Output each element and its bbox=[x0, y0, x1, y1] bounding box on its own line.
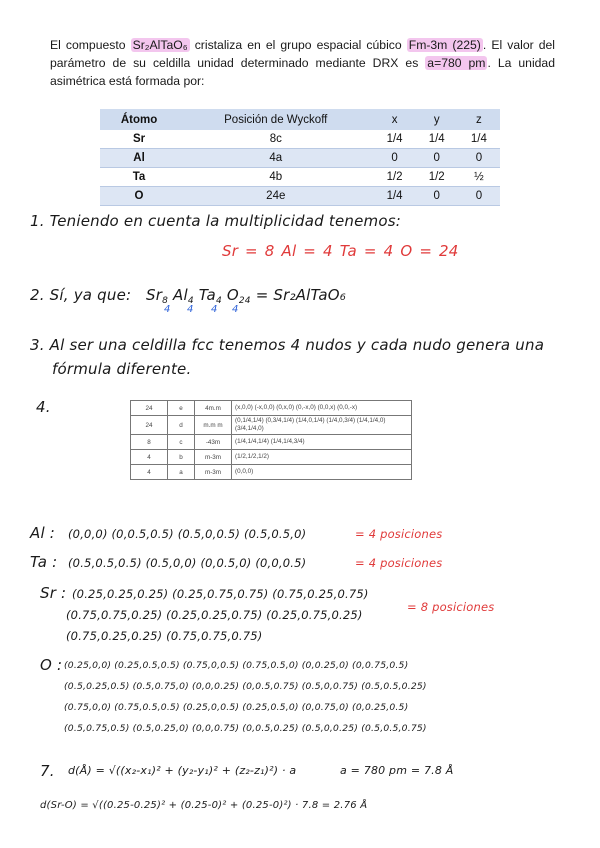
table-row bbox=[100, 149, 500, 168]
cell-wyckoff: 4b bbox=[178, 168, 373, 187]
cell-coordinates: (0,1/4,1/4) (0,3/4,1/4) (1/4,0,1/4) (1/4,0,3/4) (1/4,1/4,0) (3/4,1/4,0) bbox=[232, 416, 412, 435]
cell-z: 1/4 bbox=[458, 130, 500, 149]
cell-y: 1/2 bbox=[416, 168, 458, 187]
atom-table-header bbox=[100, 109, 500, 130]
intro-text-4: . La unidad asimétrica está formada por: bbox=[50, 56, 555, 88]
sr-positions-label: Sr : bbox=[40, 584, 67, 602]
question-1-text: 1. Teniendo en cuenta la multiplicidad tenemos: bbox=[30, 212, 401, 230]
cell-coordinates: (1/4,1/4,1/4) (1/4,1/4,3/4) bbox=[232, 435, 412, 450]
formula-ta: Ta bbox=[198, 286, 216, 304]
question-3-line-2: fórmula diferente. bbox=[52, 360, 192, 378]
formula-sr-sub: 8 bbox=[162, 296, 169, 306]
table-row bbox=[131, 450, 412, 465]
intro-text-1: El compuesto bbox=[50, 38, 131, 52]
table-row bbox=[131, 416, 412, 435]
question-1-answer: Sr = 8 Al = 4 Ta = 4 O = 24 bbox=[222, 242, 459, 260]
divisor-ta: 4 bbox=[211, 304, 218, 315]
table-row bbox=[131, 435, 412, 450]
cell-multiplicity: 4 bbox=[131, 450, 168, 465]
question-2-lead: 2. Sí, ya que: bbox=[30, 286, 132, 304]
space-group-highlight: Fm-3m (225) bbox=[408, 38, 481, 52]
compound-highlight: Sr₂AlTaO₆ bbox=[132, 38, 188, 52]
cell-multiplicity: 24 bbox=[131, 416, 168, 435]
o-positions-line-4: (0.5,0.75,0.5) (0.5,0.25,0) (0,0,0.75) (0,0.5,0.25) (0.5,0,0.25) (0.5,0.5,0.75) bbox=[64, 723, 427, 734]
cell-coordinates: (1/2,1/2,1/2) bbox=[232, 450, 412, 465]
formula-ta-sub: 4 bbox=[215, 296, 222, 306]
sr-positions-line-1: (0.25,0.25,0.25) (0.25,0.75,0.75) (0.75,0.25,0.75) bbox=[72, 587, 369, 601]
cell-multiplicity: 8 bbox=[131, 435, 168, 450]
ta-positions-count: = 4 posiciones bbox=[355, 556, 443, 570]
cell-letter: d bbox=[168, 416, 195, 435]
divisor-al: 4 bbox=[187, 304, 194, 315]
cell-multiplicity: 24 bbox=[131, 401, 168, 416]
question-3-line-1: 3. Al ser una celdilla fcc tenemos 4 nudos y cada nudo genera una bbox=[30, 336, 545, 354]
cell-parameter-highlight: a=780 pm bbox=[427, 56, 486, 70]
o-positions-line-3: (0.75,0,0) (0.75,0.5,0.5) (0.25,0,0.5) (0.25,0.5,0) (0,0.75,0) (0,0.25,0.5) bbox=[64, 702, 409, 713]
sr-positions-line-2: (0.75,0.75,0.25) (0.25,0.25,0.75) (0.25,0.75,0.25) bbox=[66, 608, 363, 622]
table-row bbox=[131, 465, 412, 480]
formula-o-sub: 24 bbox=[238, 296, 251, 306]
asymmetric-unit-table bbox=[100, 109, 500, 206]
cell-wyckoff: 8c bbox=[178, 130, 373, 149]
header-y: y bbox=[416, 109, 458, 130]
cell-symmetry: 4m.m bbox=[195, 401, 232, 416]
formula-result: = Sr₂AlTaO₆ bbox=[255, 286, 346, 304]
al-positions-label: Al : bbox=[30, 524, 56, 542]
header-wyckoff: Posición de Wyckoff bbox=[178, 109, 373, 130]
sr-o-distance-calculation: d(Sr-O) = √((0.25-0.25)² + (0.25-0)² + (0.25-0)²) · 7.8 = 2.76 Å bbox=[40, 800, 368, 811]
table-row bbox=[131, 401, 412, 416]
question-2-formula bbox=[146, 286, 346, 306]
table-row bbox=[100, 187, 500, 206]
sr-positions-line-3: (0.75,0.25,0.25) (0.75,0.75,0.75) bbox=[66, 629, 263, 643]
cell-letter: a bbox=[168, 465, 195, 480]
cell-letter: e bbox=[168, 401, 195, 416]
cell-x: 1/4 bbox=[373, 187, 415, 206]
cell-atom: Ta bbox=[100, 168, 178, 187]
cell-letter: b bbox=[168, 450, 195, 465]
cell-z: ½ bbox=[458, 168, 500, 187]
o-positions-line-2: (0.5,0.25,0.5) (0.5,0.75,0) (0,0,0.25) (0,0.5,0.75) (0.5,0,0.75) (0.5,0.5,0.25) bbox=[64, 681, 427, 692]
intro-text-2: cristaliza en el grupo espacial cúbico bbox=[189, 38, 407, 52]
wyckoff-reference-table bbox=[130, 400, 412, 480]
formula-al: Al bbox=[173, 286, 188, 304]
al-positions-count: = 4 posiciones bbox=[355, 527, 443, 541]
header-x: x bbox=[373, 109, 415, 130]
cell-parameter-value: a = 780 pm = 7.8 Å bbox=[340, 764, 454, 777]
ta-positions-label: Ta : bbox=[30, 553, 58, 571]
cell-y: 1/4 bbox=[416, 130, 458, 149]
header-atom: Átomo bbox=[100, 109, 178, 130]
cell-x: 0 bbox=[373, 149, 415, 168]
cell-letter: c bbox=[168, 435, 195, 450]
cell-atom: Al bbox=[100, 149, 178, 168]
cell-x: 1/2 bbox=[373, 168, 415, 187]
cell-z: 0 bbox=[458, 187, 500, 206]
cell-symmetry: m-3m bbox=[195, 450, 232, 465]
cell-coordinates: (x,0,0) (-x,0,0) (0,x,0) (0,-x,0) (0,0,x) (0,0,-x) bbox=[232, 401, 412, 416]
o-positions-line-1: (0.25,0,0) (0.25,0.5,0.5) (0.75,0,0.5) (0.75,0.5,0) (0,0.25,0) (0,0.75,0.5) bbox=[64, 660, 409, 671]
cell-wyckoff: 24e bbox=[178, 187, 373, 206]
table-row bbox=[100, 168, 500, 187]
divisor-o: 4 bbox=[232, 304, 239, 315]
formula-sr: Sr bbox=[146, 286, 163, 304]
distance-formula: d(Å) = √((x₂-x₁)² + (y₂-y₁)² + (z₂-z₁)²) · a bbox=[68, 764, 297, 777]
cell-z: 0 bbox=[458, 149, 500, 168]
divisor-sr: 4 bbox=[164, 304, 171, 315]
table-row bbox=[100, 130, 500, 149]
intro-text-3: . El valor del parámetro de su celdilla unidad determinado mediante DRX es bbox=[50, 38, 556, 70]
cell-atom: O bbox=[100, 187, 178, 206]
cell-symmetry: m.m m bbox=[195, 416, 232, 435]
cell-y: 0 bbox=[416, 187, 458, 206]
cell-y: 0 bbox=[416, 149, 458, 168]
formula-o: O bbox=[226, 286, 239, 304]
cell-wyckoff: 4a bbox=[178, 149, 373, 168]
al-positions-list: (0,0,0) (0,0.5,0.5) (0.5,0,0.5) (0.5,0.5,0) bbox=[68, 527, 307, 541]
question-7-label: 7. bbox=[40, 762, 55, 780]
cell-multiplicity: 4 bbox=[131, 465, 168, 480]
sr-positions-count: = 8 posiciones bbox=[407, 600, 495, 614]
header-z: z bbox=[458, 109, 500, 130]
intro-paragraph bbox=[50, 36, 555, 90]
cell-x: 1/4 bbox=[373, 130, 415, 149]
formula-al-sub: 4 bbox=[187, 296, 194, 306]
cell-symmetry: m-3m bbox=[195, 465, 232, 480]
cell-coordinates: (0,0,0) bbox=[232, 465, 412, 480]
cell-atom: Sr bbox=[100, 130, 178, 149]
question-4-label: 4. bbox=[36, 398, 51, 416]
ta-positions-list: (0.5,0.5,0.5) (0.5,0,0) (0,0.5,0) (0,0,0.5) bbox=[68, 556, 307, 570]
o-positions-label: O : bbox=[40, 656, 63, 674]
cell-symmetry: -43m bbox=[195, 435, 232, 450]
